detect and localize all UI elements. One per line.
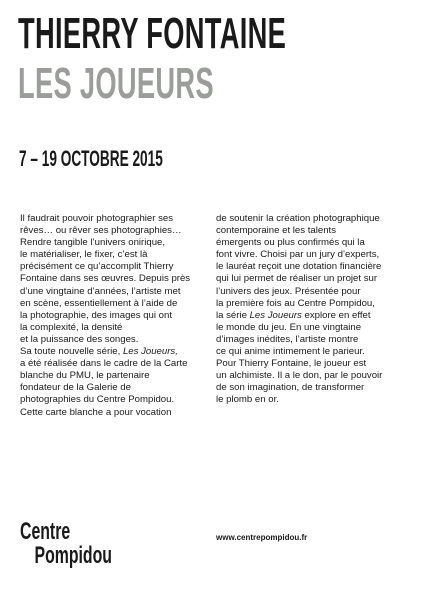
text-line: Fontaine dans ses œuvres. Depuis près bbox=[20, 273, 191, 285]
text-line: d’images inédites, l’artiste montre bbox=[216, 333, 359, 345]
text-line: contemporaine et les talents bbox=[216, 225, 336, 237]
text-line: de soutenir la création photographique bbox=[216, 213, 380, 224]
logo-line-1: Centre bbox=[20, 518, 71, 545]
text-line: photographies du Centre Pompidou. bbox=[20, 394, 175, 406]
text-line: précisément ce qu’accomplit Thierry bbox=[20, 261, 174, 273]
text-line: qui lui permet de réaliser un projet sur bbox=[216, 273, 378, 285]
text-line: l’univers des jeux. Présentée pour bbox=[216, 285, 361, 297]
text-line: la complexité, la densité bbox=[20, 321, 123, 333]
text-line: le lauréat reçoit une dotation financière bbox=[216, 261, 382, 273]
text-line: a été réalisée dans le cadre de la Carte bbox=[20, 358, 188, 370]
text-line: émergents ou plus confirmés qui la bbox=[216, 237, 365, 249]
artist-name: THIERRY FONTAINE bbox=[18, 9, 287, 58]
text-column-right bbox=[216, 213, 406, 407]
text-line: rêves… ou rêver ses photographies… bbox=[20, 225, 182, 237]
text-line: en scène, essentiellement à l’aide de bbox=[20, 297, 178, 309]
text-line: fondateur de la Galerie de bbox=[20, 382, 131, 394]
website-link[interactable]: www.centrepompidou.fr bbox=[216, 533, 308, 542]
text-fragment: la série bbox=[216, 309, 250, 321]
text-line: ce qui anime intimement le parieur. bbox=[216, 346, 365, 358]
text-line: de son imagination, de transformer bbox=[216, 382, 365, 394]
text-line: la première fois au Centre Pompidou, bbox=[216, 297, 375, 309]
text-line: font vivre. Choisi par un jury d’experts, bbox=[216, 249, 380, 261]
text-line: Rendre tangible l’univers onirique, bbox=[20, 237, 166, 249]
exhibition-title: LES JOUEURS bbox=[18, 59, 214, 108]
text-column-left bbox=[20, 213, 210, 419]
exhibition-dates: 7 – 19 OCTOBRE 2015 bbox=[19, 146, 163, 171]
text-line: un alchimiste. Il a le don, par le pouvoir bbox=[216, 370, 383, 382]
text-fragment: explore en effet bbox=[301, 309, 371, 321]
text-line bbox=[20, 346, 210, 358]
text-line: le matérialiser, le fixer, c’est là bbox=[20, 249, 148, 261]
text-line: la photographie, des images qui ont bbox=[20, 309, 173, 321]
series-title-italic: Les Joueurs bbox=[249, 309, 302, 321]
text-line: blanche du PMU, le partenaire bbox=[20, 370, 150, 382]
text-line: le plomb en or. bbox=[216, 394, 279, 406]
text-line: d’une vingtaine d’années, l’artiste met bbox=[20, 285, 181, 297]
text-line: Pour Thierry Fontaine, le joueur est bbox=[216, 358, 367, 370]
text-line: le monde du jeu. En une vingtaine bbox=[216, 321, 362, 333]
text-line: et la puissance des songes. bbox=[20, 333, 139, 345]
text-line bbox=[216, 310, 406, 322]
text-fragment: Sa toute nouvelle série, bbox=[20, 346, 123, 358]
text-line: Cette carte blanche a pour vocation bbox=[20, 406, 172, 418]
centre-pompidou-logo bbox=[20, 520, 112, 568]
text-line: Il faudrait pouvoir photographier ses bbox=[20, 213, 174, 224]
series-title-italic: Les Joueurs, bbox=[122, 346, 178, 358]
logo-line-2: Pompidou bbox=[34, 542, 112, 569]
